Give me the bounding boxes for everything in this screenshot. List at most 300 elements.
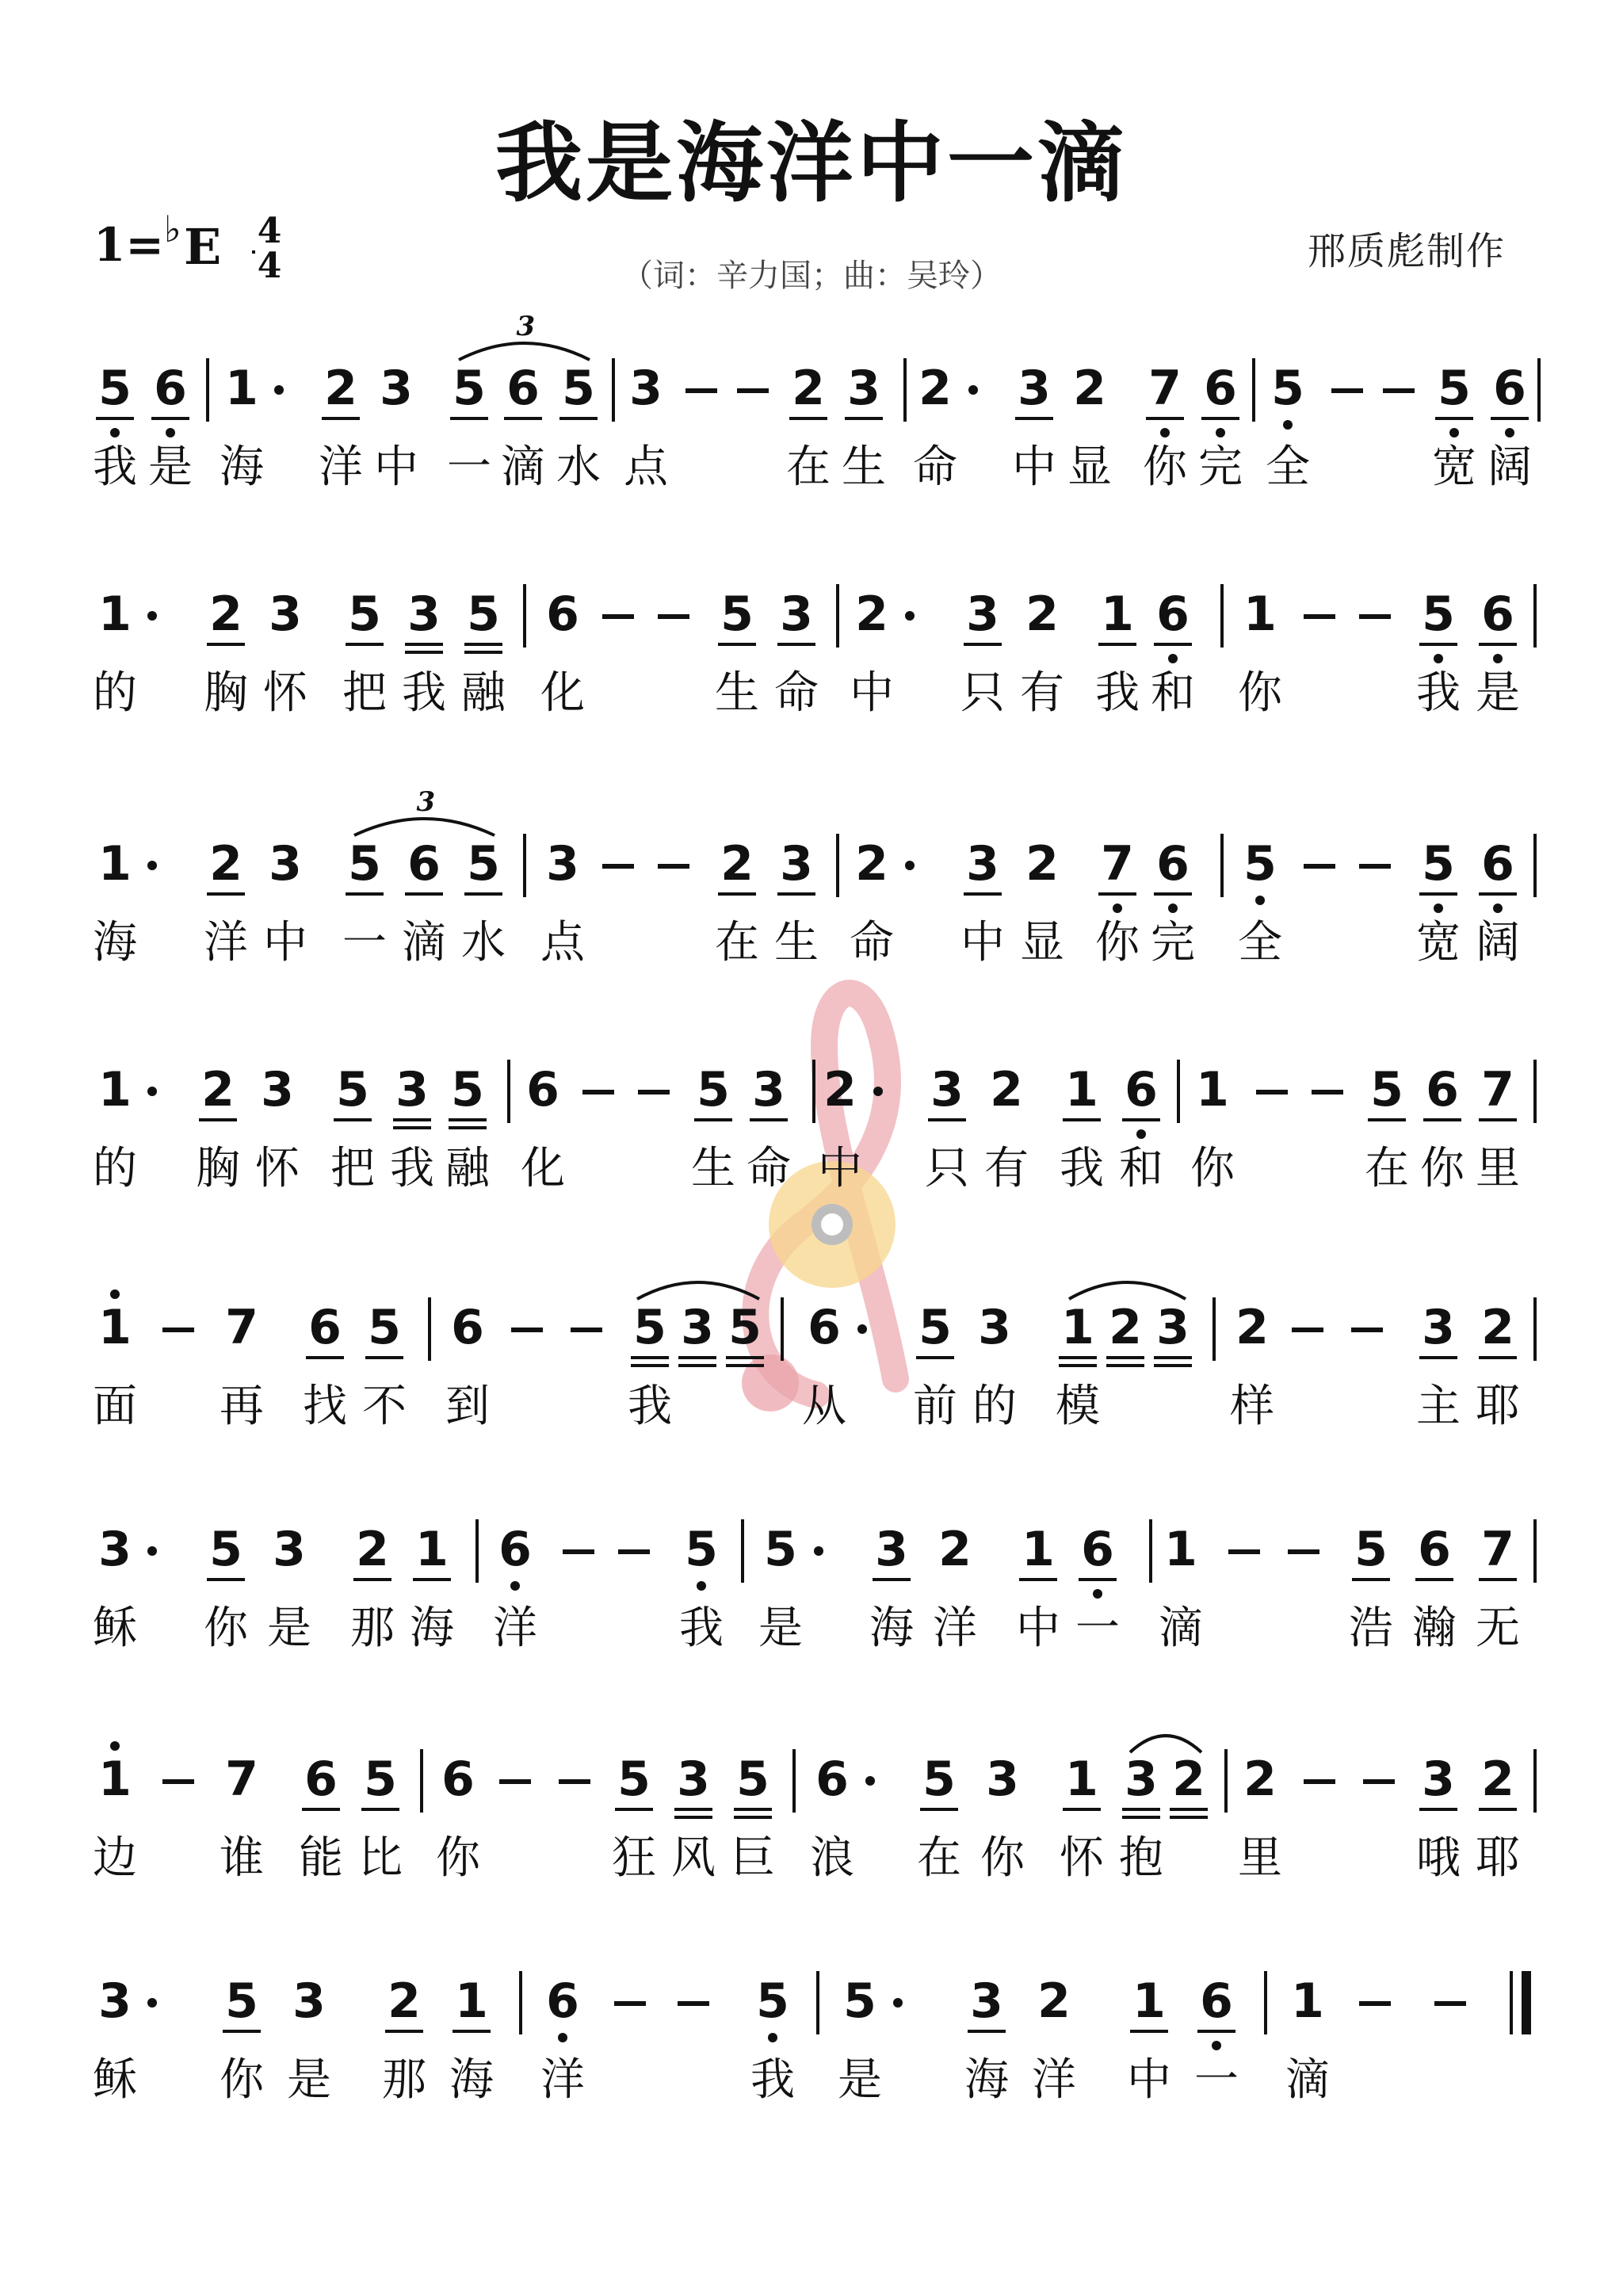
- note-digit: 5: [764, 1522, 797, 1577]
- low-octave-dot: [1113, 904, 1122, 913]
- note-digit: 1: [1061, 1300, 1094, 1355]
- note-digit: 5: [209, 1522, 242, 1577]
- eighth-underline: [920, 1808, 958, 1811]
- lyric-char: 不: [362, 1381, 407, 1432]
- lyric-char: 中: [263, 917, 307, 968]
- note-digit: 5: [633, 1300, 666, 1355]
- rest-dash: [1359, 2001, 1391, 2006]
- note-digit: 6: [1125, 1062, 1158, 1117]
- rest-dash: [162, 1328, 194, 1332]
- rest-dash: [658, 614, 689, 619]
- note-digit: 5: [451, 1062, 484, 1117]
- sixteenth-underline: [1154, 1364, 1192, 1367]
- lyric-char: 洋: [493, 1603, 537, 1654]
- low-octave-dot: [510, 1581, 520, 1591]
- eighth-underline: [873, 1578, 911, 1581]
- note-digit: 6: [526, 1062, 559, 1117]
- eighth-underline: [1130, 2030, 1168, 2033]
- lyric-char: 主: [1416, 1381, 1461, 1432]
- note-digit: 2: [720, 836, 754, 892]
- lyric-char: 在: [917, 1832, 961, 1884]
- note-digit: 3: [380, 361, 413, 416]
- note-digit: 1: [98, 586, 132, 642]
- note-digit: 3: [875, 1522, 908, 1577]
- lyric-char: 滴: [402, 917, 446, 968]
- eighth-underline: [1154, 892, 1192, 896]
- eighth-underline: [223, 2030, 261, 2033]
- note-digit: 3: [966, 836, 999, 892]
- low-octave-dot: [1255, 896, 1265, 905]
- eighth-underline: [968, 2030, 1006, 2033]
- note-digit: 5: [467, 586, 500, 642]
- eighth-underline: [1019, 1578, 1057, 1581]
- lyric-char: 一: [447, 441, 491, 493]
- note-digit: 6: [1481, 836, 1514, 892]
- note-digit: 3: [780, 836, 813, 892]
- eighth-underline: [726, 1356, 764, 1359]
- augmentation-dot: [147, 611, 157, 621]
- rest-dash: [511, 1328, 543, 1332]
- lyric-char: 宽: [1432, 441, 1476, 493]
- note-digit: 3: [261, 1062, 294, 1117]
- augmentation-dot: [968, 385, 978, 395]
- lyric-char: 点: [624, 441, 668, 493]
- lyric-char: 怀: [1060, 1832, 1104, 1884]
- barline: [475, 1519, 479, 1583]
- tie-slur: [1066, 1270, 1189, 1302]
- note-digit: 6: [1081, 1522, 1114, 1577]
- note-digit: 2: [1481, 1300, 1514, 1355]
- lyric-char: 海: [220, 441, 264, 493]
- sixteenth-underline: [1106, 1364, 1144, 1367]
- eighth-underline: [1201, 417, 1239, 420]
- note-digit: 1: [98, 1300, 132, 1355]
- rest-dash: [1359, 864, 1391, 869]
- eighth-underline: [353, 1578, 391, 1581]
- note-digit: 6: [1418, 1522, 1451, 1577]
- lyric-char: 水: [556, 441, 601, 493]
- lyric-char: 是: [287, 2054, 331, 2106]
- note-digit: 7: [225, 1300, 258, 1355]
- eighth-underline: [1479, 1118, 1517, 1121]
- note-digit: 6: [441, 1752, 475, 1807]
- rest-dash: [162, 1779, 194, 1784]
- eighth-underline: [96, 417, 134, 420]
- barline: [612, 358, 615, 422]
- barline: [836, 584, 839, 648]
- eighth-underline: [393, 1118, 431, 1121]
- note-digit: 3: [1018, 361, 1051, 416]
- note-digit: 2: [1109, 1300, 1142, 1355]
- note-digit: 1: [1022, 1522, 1055, 1577]
- note-digit: 3: [752, 1062, 785, 1117]
- rest-dash: [1256, 1090, 1288, 1095]
- credits: （词：辛力国；曲：吴玲）: [621, 258, 1002, 294]
- note-digit: 6: [498, 1522, 532, 1577]
- rest-dash: [602, 864, 634, 869]
- lyric-char: 是: [1476, 667, 1520, 719]
- augmentation-dot: [905, 861, 915, 870]
- note-digit: 5: [1438, 361, 1471, 416]
- note-digit: 1: [98, 836, 132, 892]
- eighth-underline: [777, 643, 815, 646]
- eighth-underline: [365, 1356, 403, 1359]
- augmentation-dot: [147, 861, 157, 870]
- flat-sign: ♭: [164, 208, 181, 250]
- lyric-char: 是: [758, 1603, 803, 1654]
- eighth-underline: [1059, 1356, 1097, 1359]
- sixteenth-underline: [464, 651, 502, 654]
- note-digit: 6: [546, 586, 579, 642]
- lyric-char: 有: [1020, 667, 1064, 719]
- rest-dash: [602, 614, 634, 619]
- lyric-char: 把: [342, 667, 387, 719]
- eighth-underline: [718, 643, 756, 646]
- lyric-char: 海: [93, 917, 137, 968]
- note-digit: 5: [918, 1300, 952, 1355]
- eighth-underline: [405, 643, 443, 646]
- lyric-char: 显: [1067, 441, 1112, 493]
- lyric-char: 前: [913, 1381, 957, 1432]
- lyric-char: 水: [461, 917, 506, 968]
- barline: [206, 358, 209, 422]
- eighth-underline: [199, 1118, 237, 1121]
- lyric-char: 无: [1476, 1603, 1520, 1654]
- note-digit: 3: [847, 361, 880, 416]
- lyric-char: 稣: [93, 2054, 137, 2106]
- lyric-char: 里: [1238, 1832, 1282, 1884]
- note-digit: 6: [1426, 1062, 1459, 1117]
- lyric-char: 化: [521, 1143, 565, 1194]
- lyric-char: 胸: [204, 667, 248, 719]
- lyric-char: 巨: [731, 1832, 775, 1884]
- low-octave-dot: [1168, 654, 1178, 663]
- final-barline-thin: [1510, 1971, 1513, 2034]
- barline: [1533, 1060, 1537, 1123]
- barline: [781, 1297, 784, 1361]
- note-digit: 6: [1493, 361, 1526, 416]
- lyric-char: 命: [747, 1143, 791, 1194]
- rest-dash: [1304, 614, 1335, 619]
- note-digit: 3: [546, 836, 579, 892]
- rest-dash: [737, 388, 769, 393]
- lyric-char: 稣: [93, 1603, 137, 1654]
- note-digit: 1: [455, 1973, 488, 2029]
- eighth-underline: [346, 892, 384, 896]
- eighth-underline: [694, 1118, 732, 1121]
- lyric-char: 滴: [501, 441, 545, 493]
- eighth-underline: [1154, 1356, 1192, 1359]
- note-digit: 3: [98, 1522, 132, 1577]
- rest-dash: [1383, 388, 1415, 393]
- note-digit: 3: [98, 1973, 132, 2029]
- eighth-underline: [334, 1118, 372, 1121]
- augmentation-dot: [857, 1324, 867, 1334]
- low-octave-dot: [1493, 654, 1503, 663]
- lyric-char: 中: [1016, 1603, 1060, 1654]
- note-digit: 5: [756, 1973, 789, 2029]
- lyric-char: 一: [342, 917, 387, 968]
- lyric-char: 耶: [1476, 1381, 1520, 1432]
- lyric-char: 完: [1151, 917, 1195, 968]
- note-digit: 3: [930, 1062, 964, 1117]
- eighth-underline: [734, 1808, 772, 1811]
- rest-dash: [1288, 1549, 1319, 1554]
- sixteenth-underline: [1059, 1364, 1097, 1367]
- eighth-underline: [964, 892, 1002, 896]
- lyric-char: 阔: [1487, 441, 1532, 493]
- lyric-char: 的: [93, 1143, 137, 1194]
- eighth-underline: [678, 1356, 716, 1359]
- eighth-underline: [1491, 417, 1529, 420]
- note-digit: 2: [1243, 1752, 1277, 1807]
- note-digit: 1: [98, 1062, 132, 1117]
- lyric-char: 阔: [1476, 917, 1520, 968]
- note-digit: 7: [1101, 836, 1134, 892]
- rest-dash: [1363, 1779, 1395, 1784]
- sixteenth-underline: [449, 1126, 487, 1129]
- low-octave-dot: [1449, 428, 1459, 437]
- note-digit: 3: [269, 836, 302, 892]
- lyric-char: 是: [148, 441, 193, 493]
- rest-dash: [685, 388, 717, 393]
- eighth-underline: [1479, 892, 1517, 896]
- note-digit: 3: [269, 586, 302, 642]
- barline: [1177, 1060, 1180, 1123]
- eighth-underline: [302, 1808, 340, 1811]
- lyric-char: 你: [220, 2054, 264, 2106]
- note-digit: 6: [815, 1752, 849, 1807]
- eighth-underline: [1170, 1808, 1208, 1811]
- eighth-underline: [1098, 892, 1136, 896]
- note-digit: 1: [1291, 1973, 1324, 2029]
- barline: [523, 584, 526, 648]
- barline: [792, 1749, 796, 1813]
- lyric-char: 找: [303, 1381, 347, 1432]
- lyric-char: 生: [691, 1143, 735, 1194]
- eighth-underline: [1419, 643, 1457, 646]
- lyric-char: 你: [1095, 917, 1140, 968]
- eighth-underline: [1122, 1118, 1160, 1121]
- low-octave-dot: [697, 1581, 706, 1591]
- rest-dash: [1228, 1549, 1260, 1554]
- rest-dash: [1304, 864, 1335, 869]
- eighth-underline: [413, 1578, 451, 1581]
- lyric-char: 耶: [1476, 1832, 1520, 1884]
- triplet-number: 3: [416, 786, 436, 818]
- lyric-char: 生: [774, 917, 819, 968]
- barline: [1252, 358, 1255, 422]
- lyric-char: 中: [850, 667, 894, 719]
- note-digit: 2: [356, 1522, 389, 1577]
- note-digit: 5: [843, 1973, 876, 2029]
- augmentation-dot: [905, 611, 915, 621]
- rest-dash: [1304, 1779, 1335, 1784]
- lyric-char: 狂: [612, 1832, 656, 1884]
- barline: [1537, 358, 1541, 422]
- rest-dash: [1434, 2001, 1466, 2006]
- eighth-underline: [207, 892, 245, 896]
- lyric-char: 化: [540, 667, 585, 719]
- eighth-underline: [718, 892, 756, 896]
- note-digit: 6: [1481, 586, 1514, 642]
- rest-dash: [563, 1549, 594, 1554]
- lyric-char: 洋: [933, 1603, 977, 1654]
- lyric-char: 我: [628, 1381, 672, 1432]
- note-digit: 2: [1025, 586, 1059, 642]
- lyric-char: 海: [869, 1603, 914, 1654]
- barline: [420, 1749, 423, 1813]
- lyric-char: 是: [838, 2054, 882, 2106]
- lyric-char: 和: [1151, 667, 1195, 719]
- barline: [836, 834, 839, 897]
- note-digit: 1: [225, 361, 258, 416]
- sixteenth-underline: [1170, 1816, 1208, 1819]
- barline: [1533, 1519, 1537, 1583]
- lyric-char: 全: [1238, 917, 1282, 968]
- note-digit: 3: [1422, 1752, 1455, 1807]
- lyric-char: 有: [984, 1143, 1029, 1194]
- eighth-underline: [1419, 892, 1457, 896]
- rest-dash: [638, 1090, 670, 1095]
- note-digit: 7: [1481, 1522, 1514, 1577]
- note-digit: 2: [1073, 361, 1106, 416]
- eighth-underline: [845, 417, 883, 420]
- note-digit: 5: [562, 361, 595, 416]
- eighth-underline: [559, 417, 598, 420]
- note-digit: 6: [407, 836, 441, 892]
- low-octave-dot: [1160, 428, 1170, 437]
- note-digit: 2: [209, 836, 242, 892]
- note-digit: 3: [780, 586, 813, 642]
- high-octave-dot: [110, 1741, 120, 1751]
- note-digit: 1: [1065, 1752, 1098, 1807]
- note-digit: 6: [1200, 1973, 1233, 2029]
- note-digit: 5: [1354, 1522, 1388, 1577]
- note-digit: 6: [1156, 586, 1190, 642]
- lyric-char: 风: [671, 1832, 716, 1884]
- lyric-char: 的: [972, 1381, 1017, 1432]
- lyric-char: 瀚: [1412, 1603, 1457, 1654]
- lyric-char: 和: [1119, 1143, 1163, 1194]
- lyric-char: 我: [679, 1603, 724, 1654]
- note-digit: 5: [348, 836, 381, 892]
- lyric-char: 在: [1365, 1143, 1409, 1194]
- lyric-char: 只: [925, 1143, 969, 1194]
- lyric-char: 是: [267, 1603, 311, 1654]
- eighth-underline: [450, 417, 488, 420]
- note-digit: 5: [617, 1752, 651, 1807]
- lyric-char: 在: [786, 441, 831, 493]
- lyric-char: 中: [1012, 441, 1056, 493]
- note-digit: 1: [1196, 1062, 1229, 1117]
- augmentation-dot: [147, 1998, 157, 2008]
- eighth-underline: [453, 2030, 491, 2033]
- note-digit: 3: [629, 361, 663, 416]
- final-barline-thick: [1522, 1971, 1531, 2034]
- note-digit: 2: [1025, 836, 1059, 892]
- lyric-char: 生: [842, 441, 886, 493]
- lyric-char: 比: [358, 1832, 403, 1884]
- lyric-char: 洋: [204, 917, 248, 968]
- lyric-char: 你: [980, 1832, 1025, 1884]
- low-octave-dot: [558, 2033, 567, 2042]
- note-digit: 6: [154, 361, 187, 416]
- note-digit: 5: [720, 586, 754, 642]
- note-digit: 5: [1422, 586, 1455, 642]
- eighth-underline: [1106, 1356, 1144, 1359]
- barline: [507, 1060, 510, 1123]
- lyric-char: 从: [802, 1381, 846, 1432]
- lyric-char: 海: [964, 2054, 1009, 2106]
- eighth-underline: [1419, 1356, 1457, 1359]
- augmentation-dot: [147, 1546, 157, 1556]
- lyric-char: 中: [1127, 2054, 1171, 2106]
- eighth-underline: [1423, 1118, 1461, 1121]
- lyric-char: 洋: [319, 441, 363, 493]
- lyric-char: 你: [1190, 1143, 1235, 1194]
- lyric-char: 你: [1420, 1143, 1465, 1194]
- note-digit: 6: [808, 1300, 841, 1355]
- note-digit: 5: [467, 836, 500, 892]
- note-digit: 2: [201, 1062, 235, 1117]
- lyric-char: 我: [390, 1143, 434, 1194]
- note-digit: 5: [1370, 1062, 1403, 1117]
- eighth-underline: [964, 643, 1002, 646]
- eighth-underline: [207, 1578, 245, 1581]
- rest-dash: [1359, 614, 1391, 619]
- sixteenth-underline: [674, 1816, 712, 1819]
- note-digit: 1: [415, 1522, 449, 1577]
- lyric-char: 我: [93, 441, 137, 493]
- lyric-char: 融: [461, 667, 506, 719]
- eighth-underline: [1435, 417, 1473, 420]
- lyric-char: 一: [1194, 2054, 1239, 2106]
- tie-slur: [634, 1270, 762, 1302]
- eighth-underline: [1197, 2030, 1235, 2033]
- low-octave-dot: [1093, 1589, 1102, 1599]
- lyric-char: 那: [350, 1603, 395, 1654]
- low-octave-dot: [1136, 1129, 1146, 1139]
- lyric-char: 海: [449, 2054, 494, 2106]
- lyric-char: 中: [818, 1143, 862, 1194]
- note-digit: 5: [348, 586, 381, 642]
- barline: [1533, 834, 1537, 897]
- eighth-underline: [631, 1356, 669, 1359]
- lyric-char: 能: [299, 1832, 343, 1884]
- eighth-underline: [306, 1356, 344, 1359]
- rest-dash: [658, 864, 689, 869]
- low-octave-dot: [1212, 2041, 1221, 2050]
- note-digit: 5: [1271, 361, 1304, 416]
- lyric-char: 洋: [540, 2054, 585, 2106]
- sixteenth-underline: [393, 1126, 431, 1129]
- low-octave-dot: [1505, 428, 1514, 437]
- note-digit: 1: [1101, 586, 1134, 642]
- eighth-underline: [385, 2030, 423, 2033]
- note-digit: 3: [681, 1300, 714, 1355]
- lyric-char: 你: [1143, 441, 1187, 493]
- barline: [1264, 1971, 1267, 2034]
- barline: [1533, 584, 1537, 648]
- note-digit: 3: [1422, 1300, 1455, 1355]
- eighth-underline: [449, 1118, 487, 1121]
- low-octave-dot: [166, 428, 175, 437]
- low-octave-dot: [110, 428, 120, 437]
- note-digit: 5: [685, 1522, 718, 1577]
- note-digit: 3: [1125, 1752, 1158, 1807]
- note-digit: 7: [225, 1752, 258, 1807]
